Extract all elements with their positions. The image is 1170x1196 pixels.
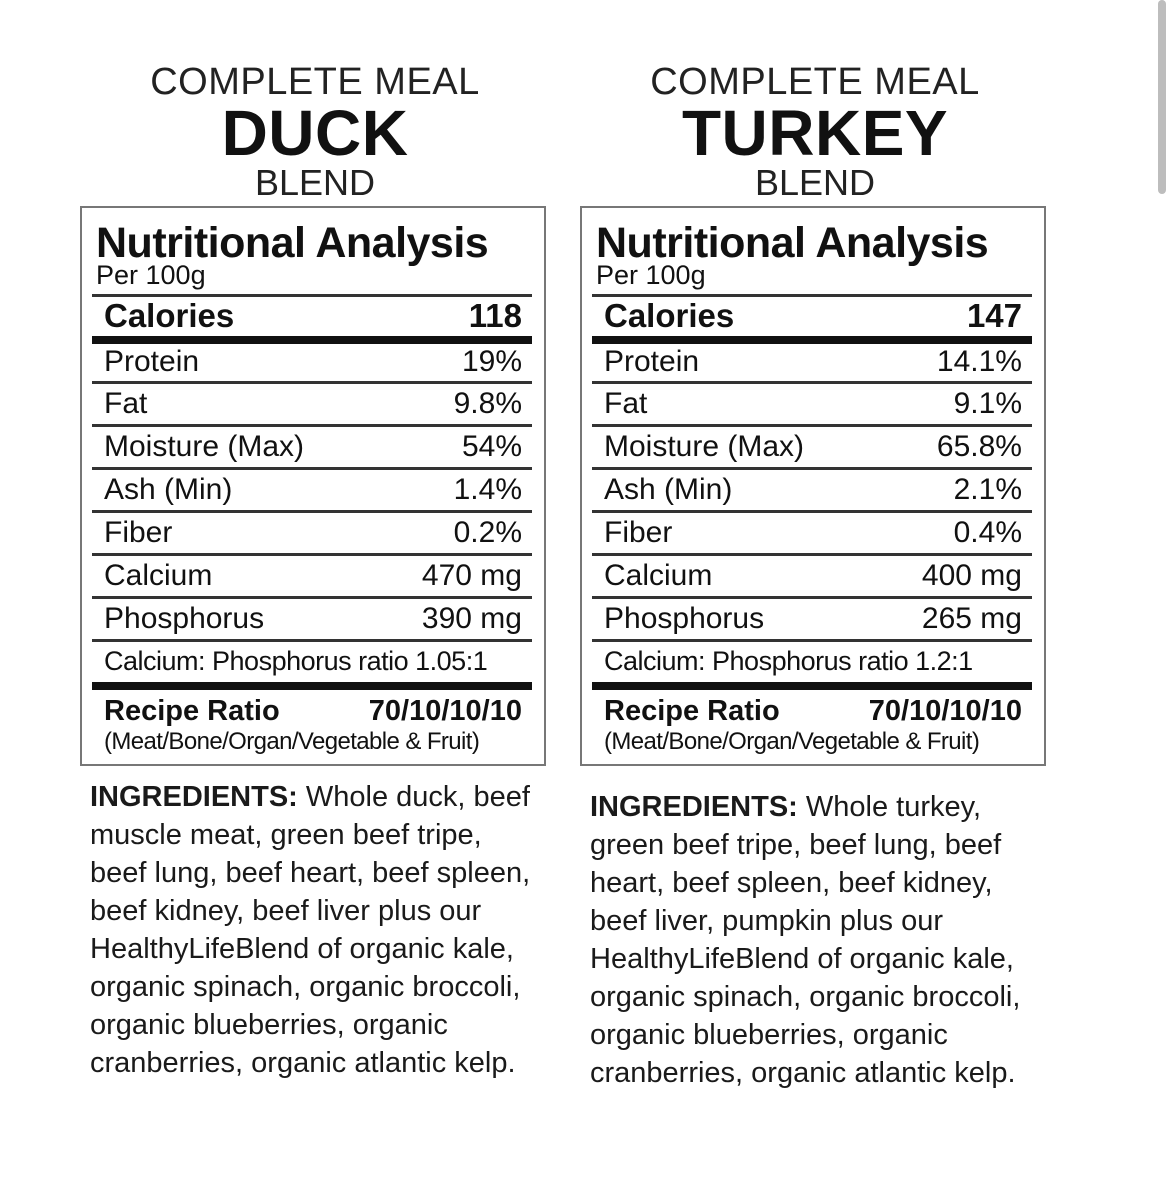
nutrient-row-fat <box>592 384 1032 424</box>
ca-p-ratio: Calcium: Phosphorus ratio 1.2:1 <box>604 646 973 676</box>
calories-label: Calories <box>604 297 735 334</box>
nutrient-value: 265 mg <box>921 602 1022 635</box>
recipe-ratio-note: (Meat/Bone/Organ/Vegetable & Fruit) <box>104 728 480 755</box>
calories-value: 118 <box>468 297 522 334</box>
nutrition-panel <box>80 206 546 766</box>
divider-thick <box>92 682 532 690</box>
nutrient-label: Fiber <box>604 516 673 549</box>
nutrient-value: 54% <box>461 430 522 463</box>
nutrient-value: 390 mg <box>421 602 522 635</box>
ingredients-label: INGREDIENTS: <box>590 791 798 823</box>
nutrient-value: 1.4% <box>453 473 522 506</box>
recipe-ratio-value: 70/10/10/10 <box>368 695 522 727</box>
analysis-title: Nutritional Analysis <box>596 219 989 267</box>
nutrient-label: Fiber <box>104 516 173 549</box>
calories-row <box>592 296 1032 336</box>
nutrient-row-phosphorus <box>592 599 1032 639</box>
divider <box>92 639 532 642</box>
nutrient-row-ash <box>592 470 1032 510</box>
nutrient-value: 0.2% <box>453 516 522 549</box>
nutrient-value: 400 mg <box>921 559 1022 592</box>
nutrient-label: Ash (Min) <box>604 473 733 506</box>
product-heading <box>80 0 550 206</box>
turkey-column <box>580 0 1050 1089</box>
divider-thick <box>592 682 1032 690</box>
ingredients-text <box>590 788 1040 1092</box>
nutrient-label: Phosphorus <box>604 602 765 635</box>
scrollbar[interactable] <box>1158 0 1166 194</box>
nutrient-value: 9.1% <box>953 387 1022 420</box>
nutrient-label: Moisture (Max) <box>604 430 805 463</box>
calories-label: Calories <box>104 297 235 334</box>
recipe-ratio-label: Recipe Ratio <box>604 695 780 727</box>
nutrient-value: 0.4% <box>953 516 1022 549</box>
calories-row <box>92 296 532 336</box>
nutrient-row-fiber <box>592 513 1032 553</box>
nutrient-value: 470 mg <box>421 559 522 592</box>
product-blend: BLEND <box>254 162 376 203</box>
analysis-title: Nutritional Analysis <box>96 219 489 267</box>
nutrient-row-moisture <box>592 427 1032 467</box>
product-name: DUCK <box>221 97 409 169</box>
nutrient-label: Moisture (Max) <box>104 430 305 463</box>
ca-p-ratio: Calcium: Phosphorus ratio 1.05:1 <box>104 646 488 676</box>
nutrient-row-protein <box>92 342 532 382</box>
nutrient-value: 19% <box>461 345 522 378</box>
nutrient-value: 9.8% <box>453 387 522 420</box>
product-kicker: COMPLETE MEAL <box>150 61 480 103</box>
ingredients-list: Whole duck, beef muscle meat, green beef tripe, beef lung, beef heart, beef spleen, beef kidney, beef liver plus our HealthyLifeBlend of organic kale, organic spinach, organic broccoli, organic blueberries, organic cranberries, organic atlantic kelp. <box>90 781 531 1079</box>
ingredients-list: Whole turkey, green beef tripe, beef lung, beef heart, beef spleen, beef kidney, beef liver, pumpkin plus our HealthyLifeBlend of organic kale, organic spinach, organic broccoli, organic blueberries, organic cranberries, organic atlantic kelp. <box>590 791 1021 1089</box>
nutrient-row-calcium <box>592 556 1032 596</box>
nutrient-row-fat <box>92 384 532 424</box>
product-heading <box>580 0 1050 206</box>
calories-value: 147 <box>966 297 1022 334</box>
nutrient-label: Fat <box>604 387 648 420</box>
ingredients-text <box>90 778 540 1082</box>
nutrient-label: Protein <box>104 345 200 378</box>
nutrient-label: Ash (Min) <box>104 473 233 506</box>
nutrient-label: Fat <box>104 387 148 420</box>
nutrient-row-phosphorus <box>92 599 532 639</box>
nutrient-label: Calcium <box>604 559 713 592</box>
nutrient-value: 2.1% <box>953 473 1022 506</box>
recipe-ratio-note: (Meat/Bone/Organ/Vegetable & Fruit) <box>604 728 980 755</box>
nutrient-row-ash <box>92 470 532 510</box>
product-name: TURKEY <box>681 97 949 169</box>
nutrient-value: 65.8% <box>936 430 1022 463</box>
nutrient-row-protein <box>592 342 1032 382</box>
per-serving: Per 100g <box>596 260 706 290</box>
nutrient-label: Phosphorus <box>104 602 265 635</box>
nutrient-row-moisture <box>92 427 532 467</box>
nutrition-panel <box>580 206 1046 766</box>
product-blend: BLEND <box>754 162 876 203</box>
nutrient-value: 14.1% <box>936 345 1022 378</box>
per-serving: Per 100g <box>96 260 206 290</box>
nutrient-label: Calcium <box>104 559 213 592</box>
ingredients-label: INGREDIENTS: <box>90 781 298 813</box>
duck-column <box>80 0 550 1079</box>
nutrient-row-fiber <box>92 513 532 553</box>
divider <box>592 639 1032 642</box>
product-kicker: COMPLETE MEAL <box>650 61 980 103</box>
recipe-ratio-label: Recipe Ratio <box>104 695 280 727</box>
recipe-ratio-value: 70/10/10/10 <box>868 695 1022 727</box>
nutrient-row-calcium <box>92 556 532 596</box>
nutrient-label: Protein <box>604 345 700 378</box>
